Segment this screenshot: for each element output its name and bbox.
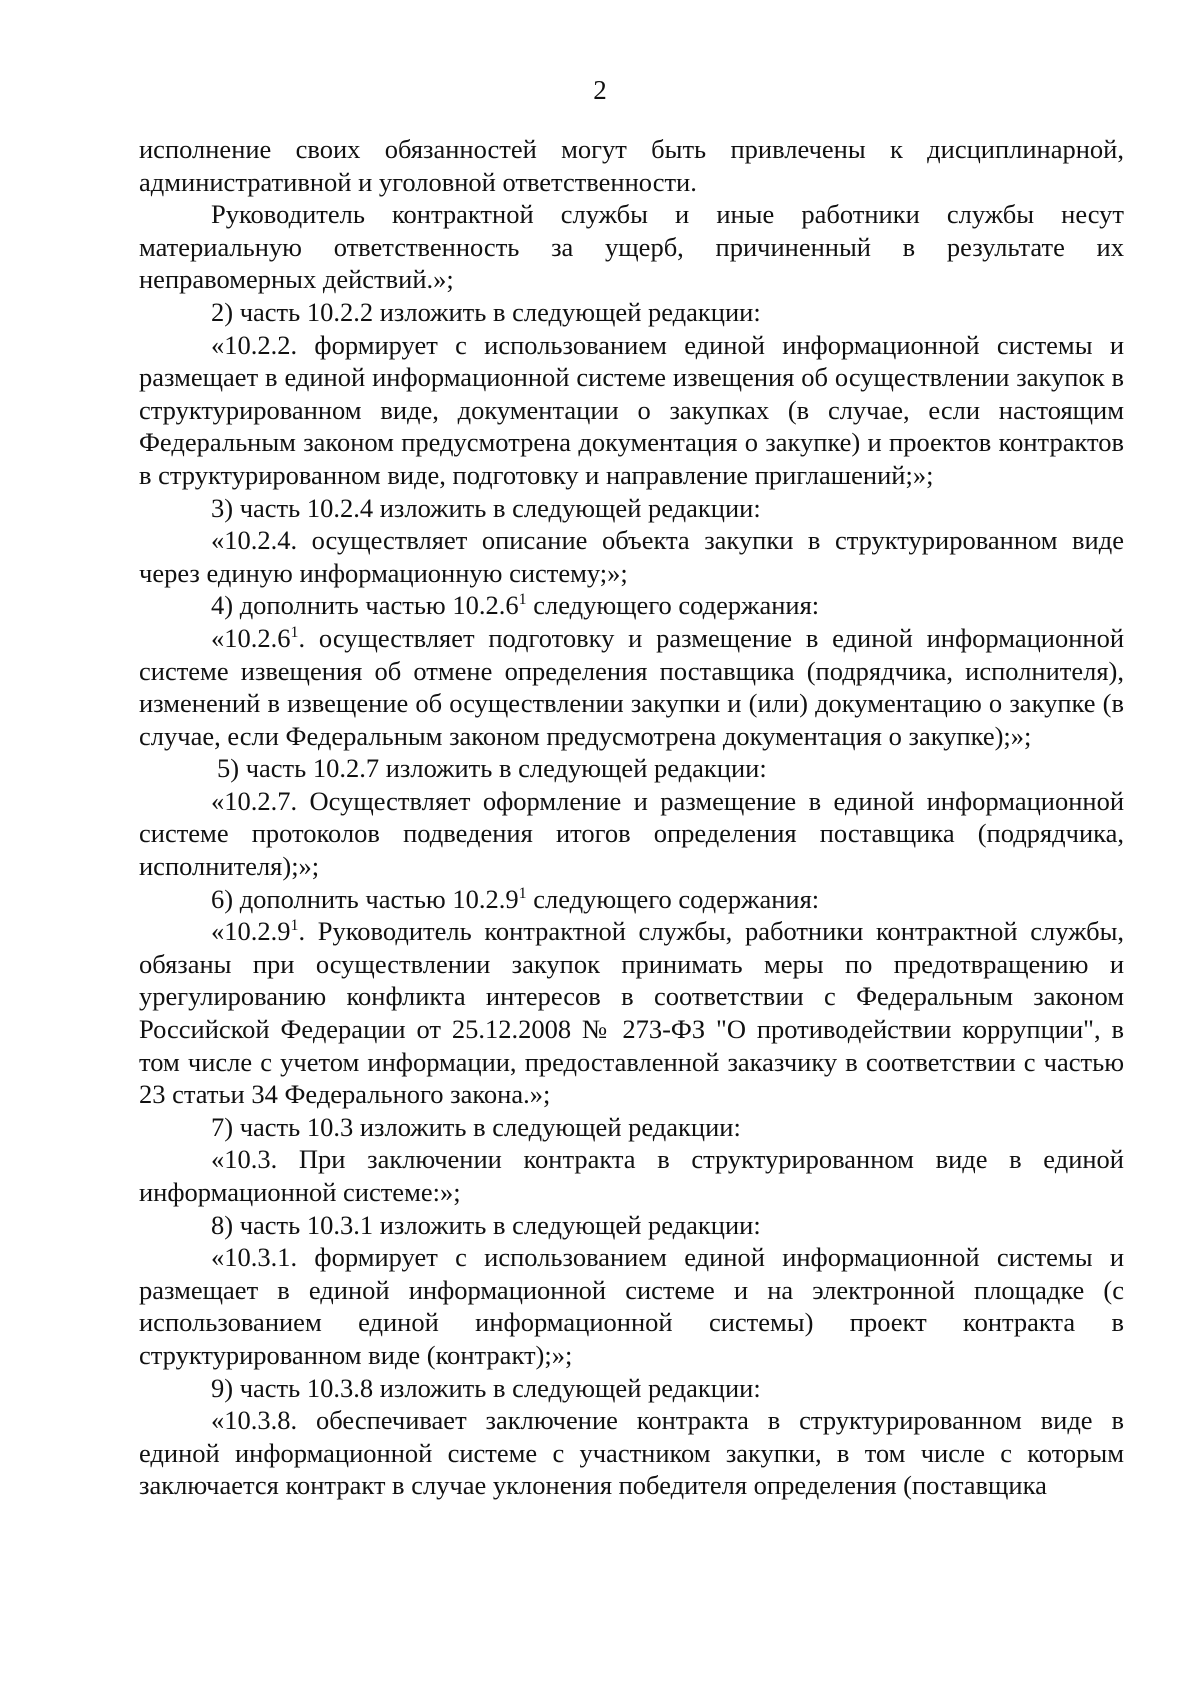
superscript: 1: [290, 624, 299, 642]
paragraph-10-3-8: «10.3.8. обеспечивает заключение контракта в структурированном виде в единой информационной системе с участником закупки, в том числе с которым заключается контракт в случае уклонения победителя определения (поставщика: [139, 1405, 1124, 1501]
paragraph-item-5: 5) часть 10.2.7 изложить в следующей редакции:: [217, 753, 767, 784]
text-segment: . Руководитель контрактной службы, работники контрактной службы, обязаны при осуществлении закупок принимать меры по предотвращению и урегулированию конфликта интересов в соответствии с Федеральным законом Российской Федерации от 25.12.2008 № 273-ФЗ "О противодействии коррупции", в том числе с учетом информации, предоставленной заказчику в соответствии с частью 23 статьи 34 Федерального закона.»;: [139, 916, 1124, 1110]
paragraph-item-4: [139, 589, 1124, 622]
text-segment: 4) дополнить частью 10.2.6: [211, 590, 519, 621]
paragraph-item-6: [139, 883, 1124, 916]
paragraph-10-2-7: «10.2.7. Осуществляет оформление и размещение в единой информационной системе протоколов подведения итогов определения поставщика (подрядчика, исполнителя);»;: [139, 785, 1124, 882]
paragraph-10-3-1: «10.3.1. формирует с использованием единой информационной системы и размещает в единой информационной системе и на электронной площадке (с использованием единой информационной системы) проект контракта в структурированном виде (контракт);»;: [139, 1242, 1124, 1370]
document-body: [139, 133, 1124, 1502]
paragraph-item-3: 3) часть 10.2.4 изложить в следующей редакции:: [211, 492, 761, 523]
text-segment: «10.2.6: [211, 622, 291, 653]
paragraph-item-9: 9) часть 10.3.8 изложить в следующей редакции:: [211, 1372, 761, 1403]
paragraph-10-2-2: «10.2.2. формирует с использованием единой информационной системы и размещает в единой информационной системе извещения об осуществлении закупок в структурированном виде, документации о закупках (в случае, если настоящим Федеральным законом предусмотрена документация о закупке) и проектов контрактов в структурированном виде, подготовку и направление приглашений;»;: [139, 329, 1124, 490]
paragraph-item-8: 8) часть 10.3.1 изложить в следующей редакции:: [211, 1209, 761, 1240]
superscript: 1: [518, 884, 527, 902]
text-segment: следующего содержания:: [526, 590, 820, 621]
text-segment: . осуществляет подготовку и размещение в единой информационной системе извещения об отмене определения поставщика (подрядчика, исполнителя), изменений в извещение об осуществлении закупки и (или) документацию о закупке (в случае, если Федеральным законом предусмотрена документация о закупке);»;: [139, 622, 1124, 751]
superscript: 1: [518, 591, 527, 609]
text-segment: «10.2.9: [211, 916, 291, 947]
superscript: 1: [290, 917, 299, 935]
paragraph-10-3: «10.3. При заключении контракта в структурированном виде в единой информационной системе:»;: [139, 1144, 1124, 1207]
text-segment: 6) дополнить частью 10.2.9: [211, 883, 519, 914]
paragraph-10-2-9-1: [139, 915, 1124, 1111]
paragraph-10-2-6-1: [139, 622, 1124, 752]
paragraph-liability: Руководитель контрактной службы и иные работники службы несут материальную ответственность за ущерб, причиненный в результате их неправомерных действий.»;: [139, 199, 1124, 295]
paragraph-item-7: 7) часть 10.3 изложить в следующей редакции:: [211, 1111, 741, 1142]
paragraph-10-2-4: «10.2.4. осуществляет описание объекта закупки в структурированном виде через единую информационную систему;»;: [139, 525, 1124, 588]
paragraph-item-2: 2) часть 10.2.2 изложить в следующей редакции:: [211, 296, 761, 327]
page-number: 2: [593, 75, 607, 105]
text-segment: следующего содержания:: [526, 883, 820, 914]
paragraph-continuation: исполнение своих обязанностей могут быть привлечены к дисциплинарной, административной и уголовной ответственности.: [139, 134, 1124, 197]
